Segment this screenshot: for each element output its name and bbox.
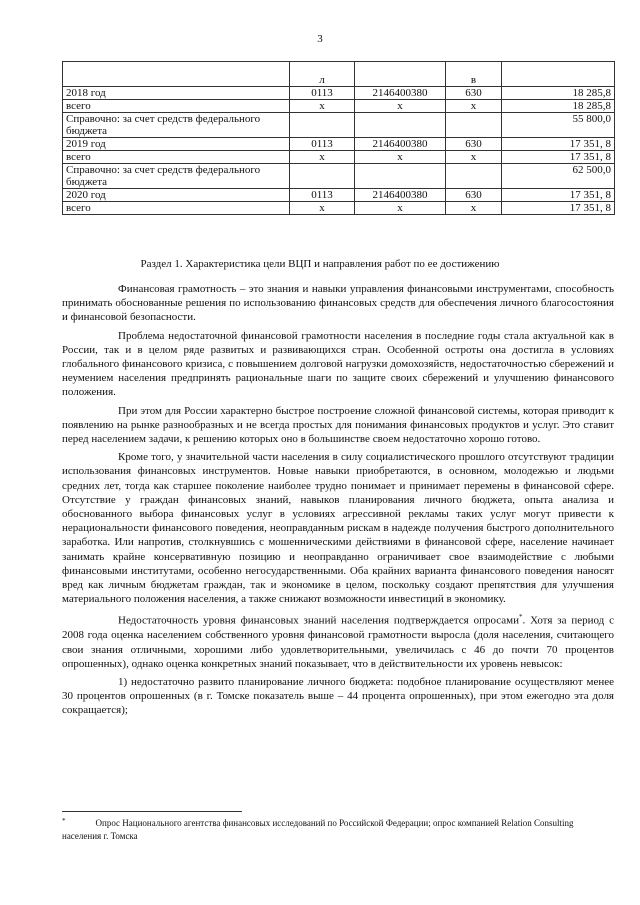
footnote-mark: * <box>62 817 66 825</box>
survey-text-continued: . Хотя за период с 2008 года оценка населением собственного уровня финансовой грамотности выросла (доля населения, считающего свои знания отличными, хорошими либо удовлетворительными, увеличилась с 46 до почти 70 процентов опрошенных), однако оценка конкретных знаний показывает, что в действительности их уровень невысок: <box>62 615 614 670</box>
table-cell: 17 351, 8 <box>502 202 615 215</box>
table-cell: 0113 <box>290 189 355 202</box>
table-row <box>63 100 615 113</box>
body-text <box>62 282 614 718</box>
table-cell <box>355 164 446 189</box>
table-cell: Справочно: за счет средств федерального бюджета <box>63 113 290 138</box>
footnote-text: Опрос Национального агентства финансовых исследований по Российской Федерации; опрос компанией Relation Consulting населения г. Томска <box>62 818 574 841</box>
table-cell: х <box>355 202 446 215</box>
paragraph-traditions: Кроме того, у значительной части населения в силу социалистического прошлого отсутствуют традиции использования финансовых инструментов. Новые навыки приобретаются, в основном, молодежью и людьми средних лет, тогда как старшее поколение наиболее трудно понимает и принимает перемены в финансовой сфере. Отсутствие у граждан финансовых знаний, навыков планирования личного бюджета, опыта анализа и обоснованного выбора финансовых услуг в условиях агрессивной рекламы таких услуг могут привести к нерациональности финансового поведения, неоправданным рискам в надежде получения быстрого дополнительного заработка. Или напротив, столкнувшись с мошенническими действиями в финансовой сфере, население начинает занимать крайне консервативную позицию и неоправданно ограничивает свое взаимодействие с любыми финансовыми институтами, особенно негосударственными. Оба крайних варианта финансового поведения наносят вред как личным бюджетам граждан, так и экономике в целом, поскольку создают препятствия для улучшения материального положения населения, а также снижают возможности инвестиций в экономику. <box>62 451 614 606</box>
table-row <box>63 202 615 215</box>
table-row <box>63 151 615 164</box>
table-cell: х <box>355 100 446 113</box>
table-row <box>63 164 615 189</box>
section-title: Раздел 1. Характеристика цели ВЦП и направления работ по ее достижению <box>140 258 500 270</box>
table-cell: Справочно: за счет средств федерального бюджета <box>63 164 290 189</box>
table-cell: 2146400380 <box>355 87 446 100</box>
table-cell: 0113 <box>290 87 355 100</box>
table-cell <box>355 113 446 138</box>
financing-table <box>62 61 615 215</box>
table-cell: 55 800,0 <box>502 113 615 138</box>
table-cell: 18 285,8 <box>502 87 615 100</box>
table-cell: л <box>290 62 355 87</box>
table-cell: х <box>446 151 502 164</box>
table-cell <box>63 62 290 87</box>
table-cell: 0113 <box>290 138 355 151</box>
page-number: 3 <box>317 33 323 45</box>
table-row <box>63 138 615 151</box>
table-cell: 18 285,8 <box>502 100 615 113</box>
table-cell <box>290 113 355 138</box>
table-cell <box>355 62 446 87</box>
table-cell: 2020 год <box>63 189 290 202</box>
table-cell: 17 351, 8 <box>502 189 615 202</box>
table-row <box>63 87 615 100</box>
table-cell: х <box>290 100 355 113</box>
table-row <box>63 189 615 202</box>
paragraph-russia: При этом для России характерно быстрое построение сложной финансовой системы, которая приводит к появлению на рынке разнообразных и не всегда простых для понимания финансовых продуктов и услуг. Это ставит перед населением задачи, к решению которых оно в большинстве своем недостаточно хорошо готово. <box>62 404 614 446</box>
table-cell: 62 500,0 <box>502 164 615 189</box>
survey-text: Недостаточность уровня финансовых знаний населения подтверждается опросами <box>118 615 519 628</box>
paragraph-problem: Проблема недостаточной финансовой грамотности населения в последние годы стала актуальной как в России, так и в целом ряде развитых и развивающихся стран. Особенной остроты она достигла в условиях глобального финансового кризиса, с повышением долговой нагрузки домохозяйств, недостаточностью сбережений и неумением населения предпринять рациональные шаги по защите своих сбережений и улучшению финансового положения. <box>62 329 614 399</box>
list-item-budget-planning: 1) недостаточно развито планирование личного бюджета: подобное планирование осуществляют менее 30 процентов опрошенных (в г. Томске показатель выше – 44 процента опрошенных), при этом ежегодно эта доля сокращается); <box>62 675 614 717</box>
table-cell: 2146400380 <box>355 189 446 202</box>
footnote-divider <box>62 811 242 812</box>
table-cell: х <box>355 151 446 164</box>
table-cell: 2146400380 <box>355 138 446 151</box>
table-cell: х <box>446 100 502 113</box>
table-cell <box>446 113 502 138</box>
table-cell: 17 351, 8 <box>502 138 615 151</box>
paragraph-survey <box>62 610 614 670</box>
table-cell: х <box>290 202 355 215</box>
table-row <box>63 113 615 138</box>
table-cell: 630 <box>446 87 502 100</box>
footnote-ref[interactable]: * <box>518 613 523 622</box>
table-cell: 630 <box>446 138 502 151</box>
paragraph-definition: Финансовая грамотность – это знания и навыки управления финансовыми инструментами, способность принимать обоснованные решения по использованию финансовых средств для обеспечения личного благосостояния и финансовой безопасности. <box>62 283 614 324</box>
table-cell: всего <box>63 202 290 215</box>
footnote <box>62 817 614 842</box>
table-cell: в <box>446 62 502 87</box>
table-cell: х <box>446 202 502 215</box>
table-header-row <box>63 62 615 87</box>
table-cell: 630 <box>446 189 502 202</box>
table-cell <box>290 164 355 189</box>
table-cell <box>446 164 502 189</box>
table-cell <box>502 62 615 87</box>
table-cell: всего <box>63 100 290 113</box>
table-cell: х <box>290 151 355 164</box>
table-cell: 2018 год <box>63 87 290 100</box>
table-cell: 17 351, 8 <box>502 151 615 164</box>
table-cell: всего <box>63 151 290 164</box>
table-cell: 2019 год <box>63 138 290 151</box>
